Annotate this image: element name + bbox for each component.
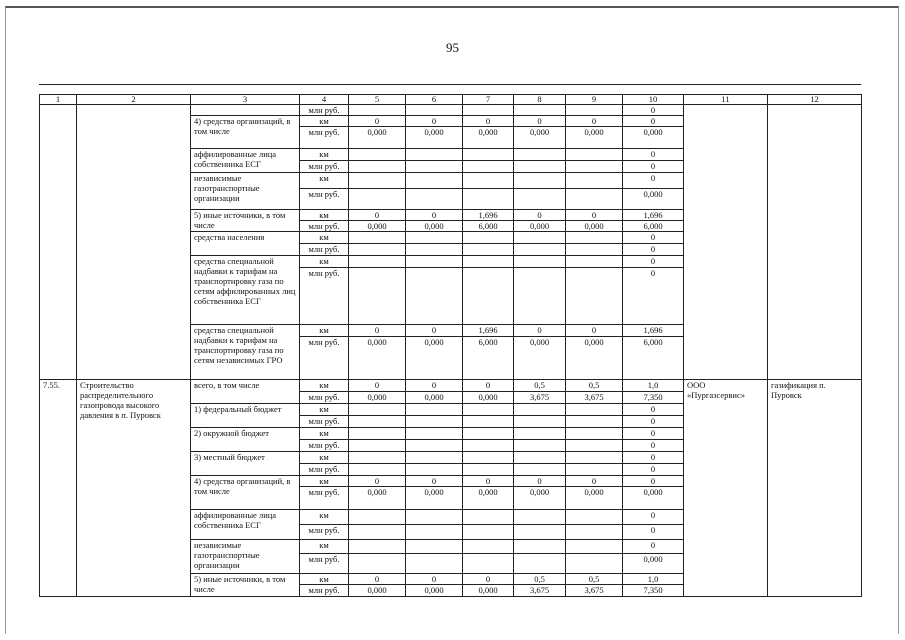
financing-source [191, 105, 300, 116]
value-cell [514, 173, 566, 189]
value-cell [514, 416, 566, 428]
value-cell [406, 554, 463, 574]
financing-source: независимые газотранспортные организации [191, 540, 300, 574]
value-cell [406, 161, 463, 173]
value-cell: 0 [623, 428, 684, 440]
value-cell: 0 [623, 416, 684, 428]
value-cell: 0,000 [623, 189, 684, 210]
unit-cell: млн руб. [300, 392, 349, 404]
value-cell: 1,696 [623, 210, 684, 221]
unit-cell: млн руб. [300, 189, 349, 210]
value-cell [349, 525, 406, 540]
value-cell: 0,5 [566, 380, 623, 392]
unit-cell: млн руб. [300, 105, 349, 116]
value-cell [514, 540, 566, 554]
financing-source: средства населения [191, 232, 300, 256]
value-cell: 0 [623, 404, 684, 416]
value-cell [514, 244, 566, 256]
header-rule [39, 84, 861, 85]
value-cell: 0 [406, 210, 463, 221]
unit-cell: км [300, 404, 349, 416]
col-header: 2 [77, 95, 191, 105]
value-cell [406, 268, 463, 325]
value-cell [463, 440, 514, 452]
value-cell: 0,000 [566, 127, 623, 149]
value-cell [566, 452, 623, 464]
value-cell [514, 161, 566, 173]
value-cell [566, 232, 623, 244]
unit-cell: км [300, 476, 349, 487]
value-cell [514, 189, 566, 210]
value-cell: 0 [514, 210, 566, 221]
value-cell: 3,675 [514, 585, 566, 597]
value-cell: 6,000 [623, 337, 684, 380]
value-cell [566, 510, 623, 525]
value-cell [349, 244, 406, 256]
value-cell: 0,000 [349, 585, 406, 597]
value-cell [349, 540, 406, 554]
value-cell [463, 464, 514, 476]
value-cell [514, 440, 566, 452]
value-cell: 0,000 [566, 487, 623, 510]
value-cell: 3,675 [514, 392, 566, 404]
value-cell [514, 464, 566, 476]
executor-cell [684, 105, 768, 380]
value-cell: 0 [566, 210, 623, 221]
unit-cell: млн руб. [300, 554, 349, 574]
value-cell: 0,000 [514, 127, 566, 149]
item-name: Строительство распределительного газопровода высокого давления в п. Пуровск [77, 380, 191, 597]
value-cell: 7,350 [623, 585, 684, 597]
value-cell: 0 [514, 116, 566, 127]
value-cell [406, 416, 463, 428]
value-cell [463, 452, 514, 464]
value-cell [349, 464, 406, 476]
value-cell [514, 554, 566, 574]
value-cell: 0,000 [406, 487, 463, 510]
value-cell: 0 [566, 116, 623, 127]
col-header: 4 [300, 95, 349, 105]
financing-source: средства специальной надбавки к тарифам на транспортировку газа по сетям независимых ГРО [191, 325, 300, 380]
value-cell [349, 256, 406, 268]
unit-cell: млн руб. [300, 244, 349, 256]
unit-cell: км [300, 574, 349, 585]
value-cell [406, 173, 463, 189]
value-cell: 0 [463, 476, 514, 487]
value-cell: 0 [406, 476, 463, 487]
value-cell [406, 510, 463, 525]
value-cell [463, 149, 514, 161]
col-header: 3 [191, 95, 300, 105]
value-cell [463, 244, 514, 256]
value-cell [514, 525, 566, 540]
unit-cell: км [300, 510, 349, 525]
value-cell [463, 540, 514, 554]
value-cell: 3,675 [566, 585, 623, 597]
value-cell: 0,000 [406, 127, 463, 149]
value-cell [349, 232, 406, 244]
value-cell [406, 452, 463, 464]
value-cell [406, 440, 463, 452]
value-cell [463, 554, 514, 574]
value-cell: 0 [406, 325, 463, 337]
value-cell: 0 [623, 173, 684, 189]
value-cell [514, 256, 566, 268]
value-cell: 0 [349, 574, 406, 585]
value-cell: 0 [623, 149, 684, 161]
value-cell [463, 268, 514, 325]
value-cell [566, 554, 623, 574]
value-cell: 0,000 [349, 127, 406, 149]
unit-cell: км [300, 232, 349, 244]
value-cell: 0,000 [514, 337, 566, 380]
investment-table [39, 94, 862, 597]
value-cell [514, 268, 566, 325]
value-cell [406, 189, 463, 210]
value-cell: 0 [623, 476, 684, 487]
value-cell: 1,696 [463, 210, 514, 221]
value-cell [463, 416, 514, 428]
col-header: 9 [566, 95, 623, 105]
value-cell: 0,000 [349, 392, 406, 404]
value-cell [349, 428, 406, 440]
value-cell: 0 [463, 380, 514, 392]
value-cell [406, 244, 463, 256]
value-cell: 0 [623, 440, 684, 452]
page-number: 95 [446, 40, 459, 55]
value-cell: 0 [623, 232, 684, 244]
value-cell [406, 428, 463, 440]
value-cell [514, 105, 566, 116]
table-row [40, 105, 862, 116]
value-cell: 1,696 [623, 325, 684, 337]
financing-source: независимые газотранспортные организации [191, 173, 300, 210]
value-cell [514, 452, 566, 464]
value-cell [463, 161, 514, 173]
value-cell [566, 464, 623, 476]
value-cell: 0 [623, 161, 684, 173]
column-number-row [40, 95, 862, 105]
value-cell: 0,5 [514, 574, 566, 585]
financing-source: 5) иные источники, в том числе [191, 210, 300, 232]
value-cell [349, 105, 406, 116]
value-cell: 0 [623, 452, 684, 464]
value-cell [349, 161, 406, 173]
unit-cell: млн руб. [300, 268, 349, 325]
value-cell [566, 105, 623, 116]
value-cell [406, 105, 463, 116]
col-header: 6 [406, 95, 463, 105]
value-cell: 0 [406, 380, 463, 392]
value-cell: 0,000 [623, 554, 684, 574]
value-cell: 0 [623, 105, 684, 116]
value-cell: 0,000 [406, 392, 463, 404]
item-number: 7.55. [40, 380, 77, 597]
unit-cell: млн руб. [300, 440, 349, 452]
value-cell [566, 149, 623, 161]
unit-cell: км [300, 428, 349, 440]
value-cell: 0,000 [514, 221, 566, 232]
value-cell: 0 [349, 210, 406, 221]
value-cell [566, 161, 623, 173]
purpose: газификация п. Пуровск [768, 380, 862, 597]
value-cell [349, 452, 406, 464]
value-cell: 6,000 [463, 337, 514, 380]
value-cell: 0 [349, 325, 406, 337]
value-cell: 6,000 [623, 221, 684, 232]
value-cell: 0,000 [463, 585, 514, 597]
value-cell: 0 [623, 525, 684, 540]
value-cell [514, 404, 566, 416]
value-cell [463, 404, 514, 416]
value-cell: 0 [349, 116, 406, 127]
value-cell [349, 268, 406, 325]
value-cell [349, 554, 406, 574]
unit-cell: млн руб. [300, 487, 349, 510]
value-cell: 7,350 [623, 392, 684, 404]
value-cell: 0,000 [406, 585, 463, 597]
value-cell [349, 510, 406, 525]
item-name-cell [77, 105, 191, 380]
col-header: 5 [349, 95, 406, 105]
value-cell [566, 416, 623, 428]
value-cell: 0 [623, 464, 684, 476]
value-cell [514, 149, 566, 161]
value-cell [566, 189, 623, 210]
col-header: 1 [40, 95, 77, 105]
value-cell [463, 232, 514, 244]
value-cell [566, 404, 623, 416]
value-cell: 0 [463, 116, 514, 127]
financing-source: всего, в том числе [191, 380, 300, 404]
value-cell [349, 404, 406, 416]
value-cell [406, 540, 463, 554]
col-header: 11 [684, 95, 768, 105]
unit-cell: км [300, 149, 349, 161]
value-cell: 0,5 [514, 380, 566, 392]
purpose-cell [768, 105, 862, 380]
value-cell [406, 404, 463, 416]
value-cell [463, 510, 514, 525]
value-cell: 0,000 [623, 487, 684, 510]
financing-source: 4) средства организаций, в том числе [191, 476, 300, 510]
value-cell [406, 256, 463, 268]
value-cell [463, 105, 514, 116]
unit-cell: км [300, 210, 349, 221]
value-cell: 0 [623, 116, 684, 127]
value-cell [406, 232, 463, 244]
value-cell: 0,000 [463, 127, 514, 149]
col-header: 12 [768, 95, 862, 105]
value-cell: 0,000 [566, 337, 623, 380]
executor: ООО «Пургазсервис» [684, 380, 768, 597]
value-cell [566, 256, 623, 268]
value-cell [514, 510, 566, 525]
value-cell: 1,0 [623, 380, 684, 392]
unit-cell: млн руб. [300, 416, 349, 428]
value-cell: 0 [406, 574, 463, 585]
financing-source: 2) окружной бюджет [191, 428, 300, 452]
unit-cell: млн руб. [300, 221, 349, 232]
value-cell: 0,000 [623, 127, 684, 149]
financing-source: аффилированные лица собственника ЕСГ [191, 149, 300, 173]
unit-cell: км [300, 173, 349, 189]
value-cell [406, 149, 463, 161]
value-cell: 0,000 [463, 487, 514, 510]
value-cell: 0 [623, 244, 684, 256]
unit-cell: млн руб. [300, 161, 349, 173]
value-cell [566, 440, 623, 452]
value-cell [406, 464, 463, 476]
value-cell [463, 525, 514, 540]
value-cell: 0 [349, 476, 406, 487]
value-cell: 0,000 [406, 221, 463, 232]
value-cell: 0 [566, 476, 623, 487]
financing-source: 4) средства организаций, в том числе [191, 116, 300, 149]
unit-cell: км [300, 116, 349, 127]
financing-source: аффилированные лица собственника ЕСГ [191, 510, 300, 540]
table-row [40, 380, 862, 392]
value-cell [349, 416, 406, 428]
value-cell [349, 173, 406, 189]
unit-cell: млн руб. [300, 337, 349, 380]
unit-cell: км [300, 256, 349, 268]
value-cell: 0 [623, 256, 684, 268]
value-cell [566, 540, 623, 554]
value-cell: 3,675 [566, 392, 623, 404]
unit-cell: млн руб. [300, 525, 349, 540]
unit-cell: км [300, 325, 349, 337]
value-cell: 0,000 [349, 487, 406, 510]
value-cell [514, 428, 566, 440]
col-header: 8 [514, 95, 566, 105]
value-cell [566, 244, 623, 256]
value-cell [349, 189, 406, 210]
value-cell: 1,696 [463, 325, 514, 337]
financing-source: 3) местный бюджет [191, 452, 300, 476]
col-header: 10 [623, 95, 684, 105]
value-cell: 0,000 [406, 337, 463, 380]
unit-cell: млн руб. [300, 464, 349, 476]
value-cell [463, 173, 514, 189]
value-cell [566, 268, 623, 325]
value-cell [463, 189, 514, 210]
value-cell: 0,000 [349, 221, 406, 232]
value-cell: 0,000 [349, 337, 406, 380]
unit-cell: млн руб. [300, 585, 349, 597]
unit-cell: км [300, 452, 349, 464]
unit-cell: км [300, 540, 349, 554]
value-cell: 0 [566, 325, 623, 337]
value-cell [349, 149, 406, 161]
financing-source: 1) федеральный бюджет [191, 404, 300, 428]
value-cell [463, 256, 514, 268]
col-header: 7 [463, 95, 514, 105]
value-cell: 0,000 [463, 392, 514, 404]
item-number-cell [40, 105, 77, 380]
financing-source: 5) иные источники, в том числе [191, 574, 300, 597]
unit-cell: млн руб. [300, 127, 349, 149]
value-cell [406, 525, 463, 540]
financing-source: средства специальной надбавки к тарифам на транспортировку газа по сетям аффилированных лиц собственника ЕСГ [191, 256, 300, 325]
value-cell: 6,000 [463, 221, 514, 232]
value-cell: 0 [349, 380, 406, 392]
value-cell: 0 [623, 510, 684, 525]
value-cell: 0 [463, 574, 514, 585]
value-cell: 0 [406, 116, 463, 127]
value-cell: 0,000 [566, 221, 623, 232]
table-body [40, 105, 862, 597]
value-cell [463, 428, 514, 440]
value-cell: 0 [514, 325, 566, 337]
value-cell: 0 [623, 268, 684, 325]
value-cell: 1,0 [623, 574, 684, 585]
value-cell [566, 173, 623, 189]
value-cell: 0,5 [566, 574, 623, 585]
unit-cell: км [300, 380, 349, 392]
value-cell [349, 440, 406, 452]
value-cell [566, 428, 623, 440]
value-cell: 0,000 [514, 487, 566, 510]
value-cell [514, 232, 566, 244]
value-cell [566, 525, 623, 540]
value-cell: 0 [514, 476, 566, 487]
value-cell: 0 [623, 540, 684, 554]
